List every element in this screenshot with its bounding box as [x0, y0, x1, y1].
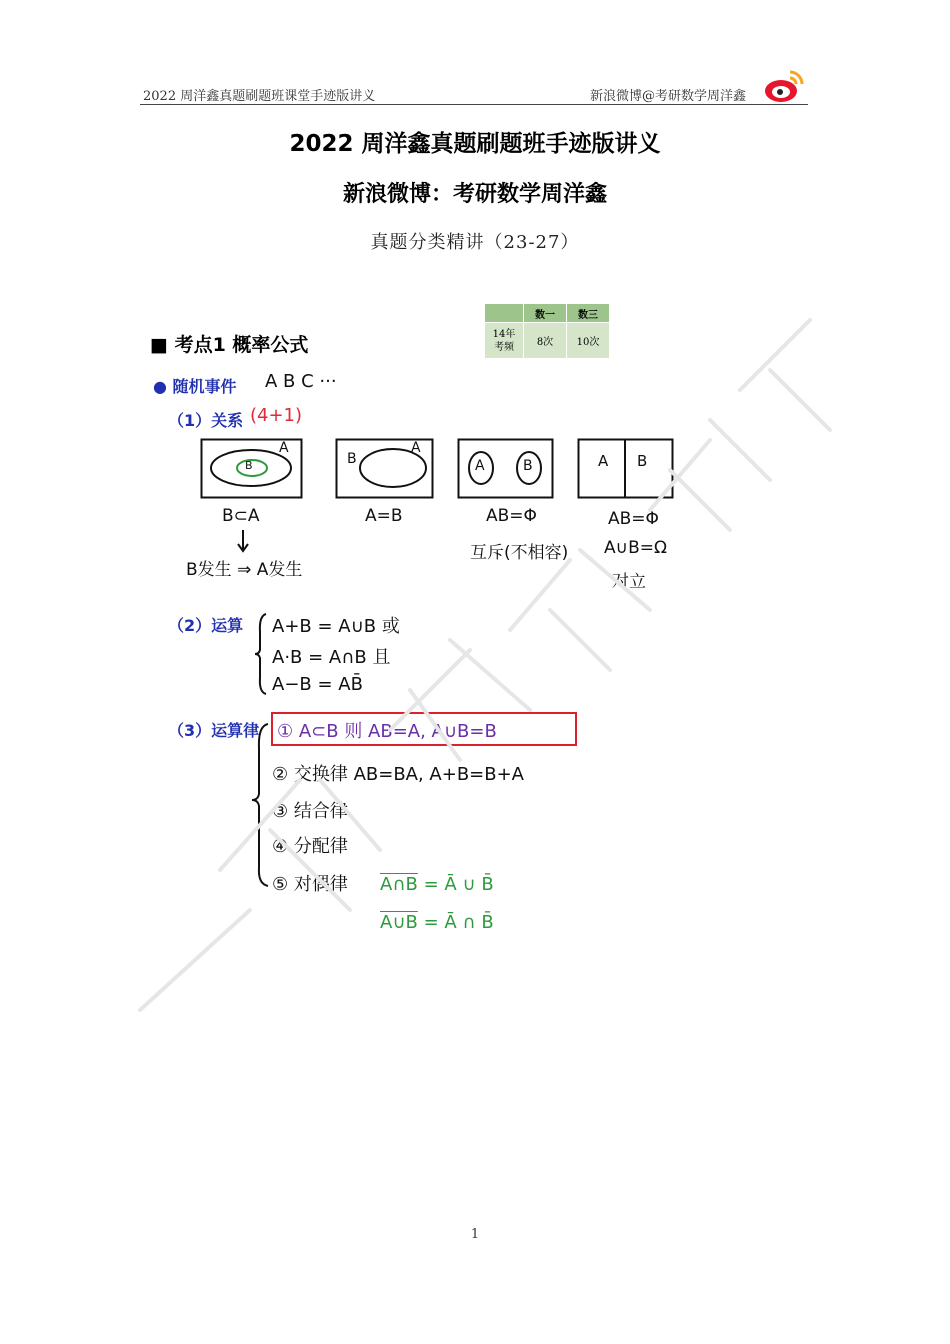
- freq-col-math3: 数三: [567, 304, 610, 323]
- laws-brace: [250, 718, 272, 890]
- header-right-text: 新浪微博@考研数学周洋鑫: [590, 89, 747, 104]
- de-morgan-eq2-left: A∪B: [380, 912, 418, 933]
- venn4-note-opposite: 对立: [612, 572, 646, 592]
- frequency-table: [484, 303, 610, 359]
- section-subtitle: 真题分类精讲（23-27）: [370, 232, 580, 253]
- weibo-logo-icon: [762, 67, 806, 105]
- venn3-caption: AB=Φ: [486, 506, 537, 526]
- de-morgan-eq1-right: Ā ∪ B̄: [444, 874, 494, 895]
- document-title: 2022 周洋鑫真题刷题班手迹版讲义: [289, 131, 661, 157]
- law-associative: ③ 结合律: [272, 801, 348, 822]
- venn2-corner-label: A: [411, 440, 421, 456]
- venn1-corner-label: A: [279, 440, 289, 456]
- section-title: ■ 考点1 概率公式: [150, 334, 309, 356]
- venn4-right-label: B: [637, 452, 648, 470]
- law-de-morgan: ⑤ 对偶律: [272, 874, 348, 895]
- freq-val-math1: 8次: [524, 323, 567, 359]
- freq-row-label-year: 14年: [492, 328, 516, 340]
- down-arrow-icon: [236, 528, 250, 554]
- document-subtitle-weibo: 新浪微博：考研数学周洋鑫: [342, 182, 607, 207]
- operations-label: （2）运算: [168, 616, 244, 635]
- random-events-hand: A B C ···: [265, 371, 337, 392]
- venn1-caption: B⊂A: [222, 506, 260, 526]
- venn1-note: B发生 ⇒ A发生: [186, 560, 303, 580]
- law-subset: ① A⊂B 则 AB=A, A∪B=B: [277, 721, 497, 742]
- laws-label: （3）运算律: [168, 721, 260, 740]
- operation-union: A+B = A∪B 或: [272, 616, 400, 637]
- de-morgan-eq2-right: Ā ∩ B̄: [444, 912, 494, 933]
- operation-intersection: A·B = A∩B 且: [272, 647, 391, 668]
- relations-count: (4+1): [250, 405, 303, 426]
- venn3-right-label: B: [523, 458, 533, 474]
- venn1-inner-label: B: [245, 459, 253, 472]
- venn3-left-label: A: [475, 458, 485, 474]
- venn2-caption: A=B: [365, 506, 403, 526]
- venn3-note: 互斥(不相容): [470, 543, 569, 563]
- header-left-text: 2022 周洋鑫真题刷题班课堂手迹版讲义: [143, 89, 376, 104]
- freq-col-math1: 数一: [524, 304, 567, 323]
- venn4-caption: AB=Φ: [608, 509, 659, 529]
- relations-label: （1）关系: [168, 411, 244, 430]
- operation-difference: A−B = AB̄: [272, 674, 363, 695]
- freq-row-label-freq: 考频: [494, 341, 514, 353]
- venn-complementary: [577, 438, 675, 500]
- de-morgan-eq1: A∩B = Ā ∪ B̄: [380, 874, 494, 895]
- law-commutative: ② 交换律 AB=BA, A+B=B+A: [272, 764, 524, 785]
- de-morgan-eq2: A∪B = Ā ∩ B̄: [380, 912, 494, 933]
- freq-val-math3: 10次: [567, 323, 610, 359]
- random-events-label: ● 随机事件: [153, 377, 237, 396]
- header-rule: [140, 104, 808, 105]
- law-distributive: ④ 分配律: [272, 836, 348, 857]
- venn-mutually-exclusive: [457, 438, 555, 500]
- venn4-left-label: A: [598, 452, 609, 470]
- page-number: 1: [470, 1227, 480, 1242]
- venn4-note-union: A∪B=Ω: [604, 538, 667, 558]
- de-morgan-eq1-left: A∩B: [380, 874, 418, 895]
- operations-brace: [254, 612, 270, 696]
- venn2-inner-label: B: [347, 451, 357, 467]
